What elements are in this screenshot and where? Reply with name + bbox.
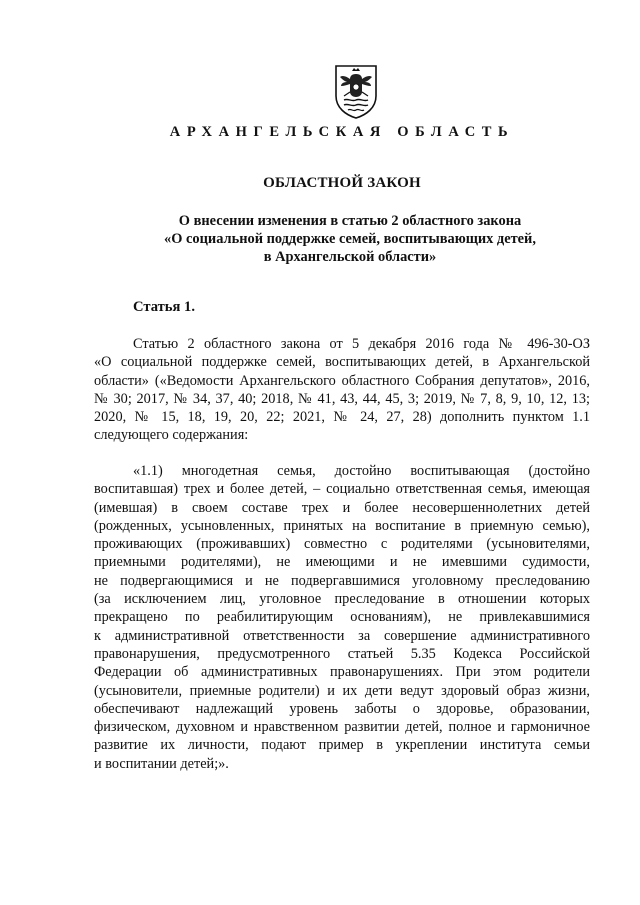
text-line: 2020, № 15, 18, 19, 20, 22; 2021, № 24, 27, 28) дополнить пунктом 1.1 [94, 409, 590, 426]
text-line: не подвергающимися и не подвергавшимися уголовному преследованию [94, 572, 590, 589]
text-line: (рожденных, усыновленных, принятых на воспитание в приемную семью), [94, 517, 590, 534]
text-line: «О социальной поддержке семей, воспитывающих детей, в Архангельской [94, 354, 590, 371]
text-line: к административной ответственности за совершение административного [94, 627, 590, 644]
text-line: (усыновители, приемные родители) и их дети ведут здоровый образ жизни, [94, 682, 590, 699]
text-line: воспитавшая) трех и более детей, – социально ответственная семья, имеющая [94, 481, 590, 498]
text-line: области» («Ведомости Архангельского областного Собрания депутатов», 2016, [94, 372, 590, 389]
text-line: правонарушения, предусмотренного статьей 5.35 Кодекса Российской [94, 645, 590, 662]
text-line: физическом, духовном и нравственном развитии детей, полное и гармоничное [94, 719, 590, 736]
article-paragraph-2 [94, 462, 590, 773]
text-line: (имевшая) в своем составе трех и более несовершеннолетних детей [94, 499, 590, 516]
text-line: прекращено по реабилитирующим основаниям), не привлекавшимися [94, 609, 590, 626]
text-line: развитие их личности, подают пример в укреплении института семьи [94, 737, 590, 754]
text-line: № 30; 2017, № 34, 37, 40; 2018, № 41, 43, 44, 45, 3; 2019, № 7, 8, 9, 10, 12, 13; [94, 390, 590, 407]
text-line: Федерации об административных правонарушениях. При этом родители [94, 664, 590, 681]
text-line: следующего содержания: [94, 427, 249, 444]
subject-line: в Архангельской области» [263, 249, 437, 265]
subject-line: «О социальной поддержке семей, воспитывающих детей, [164, 231, 536, 247]
coat-of-arms-icon [330, 62, 382, 120]
text-line: приемными родителями), не имеющими и не имевшими судимости, [94, 554, 590, 571]
article-paragraph-1 [94, 335, 590, 445]
text-line: Статью 2 областного закона от 5 декабря 2016 года № 496-30-ОЗ [133, 336, 590, 352]
text-line: обеспечивают надлежащий уровень заботы о здоровье, образовании, [94, 700, 590, 717]
article-heading: Статья 1. [133, 299, 195, 315]
subject-line: О внесении изменения в статью 2 областного закона [178, 213, 522, 229]
text-line: «1.1) многодетная семья, достойно воспитывающая (достойно [133, 463, 590, 479]
text-line: и воспитании детей;». [94, 755, 229, 772]
text-line: проживающих (проживавших) совместно с родителями (усыновителями, [94, 536, 590, 553]
region-title: АРХАНГЕЛЬСКАЯ ОБЛАСТЬ [169, 124, 515, 140]
document-type: ОБЛАСТНОЙ ЗАКОН [263, 175, 421, 191]
document-subject [110, 212, 590, 266]
text-line: (за исключением лиц, уголовное преследование в отношении которых [94, 591, 590, 608]
